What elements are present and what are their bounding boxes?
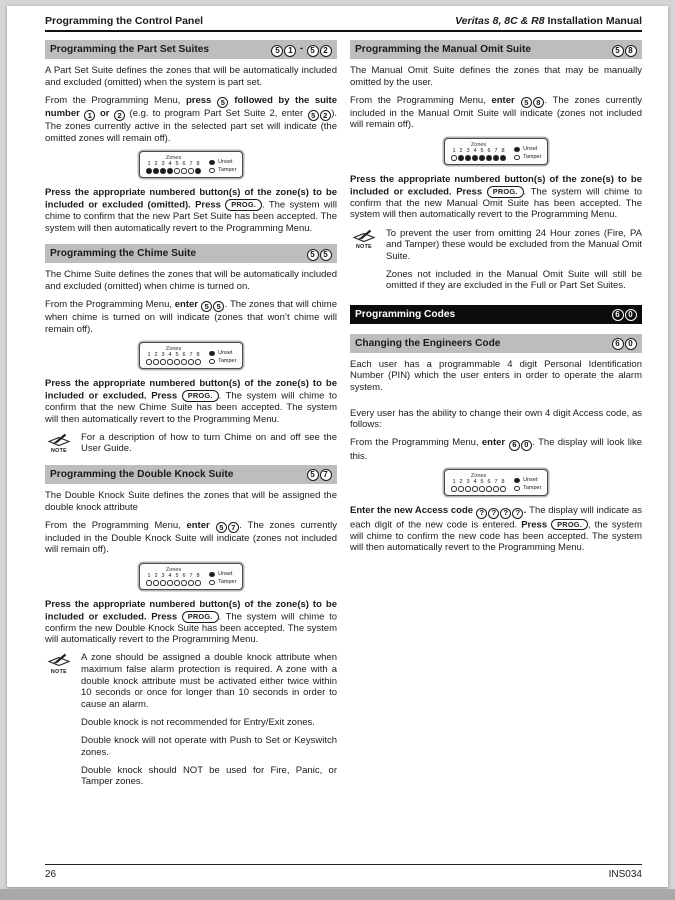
note-paragraph [386, 228, 642, 263]
header-manual-suffix: Installation Manual [544, 15, 642, 27]
zone-display-wrap [45, 342, 337, 370]
zone-number: 2 [154, 351, 158, 358]
note-label: NOTE [355, 244, 372, 251]
paragraph [350, 437, 642, 462]
unset-row [209, 160, 237, 166]
section-title: Changing the Engineers Code [355, 337, 501, 349]
text-run: Zones not included in the Manual Omit Suite will still be omitted if they are excluded in the Full or Part Set Suites. [386, 268, 642, 292]
text-run: A zone should be assigned a double knock attribute when maximum false alarm protection is required. A zone with a double knock attribute must be activated either twice within 10 seconds or once for longer than 10 seconds in order to cause an alarm. [81, 652, 337, 710]
note-icon-wrap [350, 228, 378, 292]
page-number: 26 [45, 869, 57, 880]
zone-number: 3 [161, 572, 165, 579]
text-run: The Manual Omit Suite defines the zones that may be manually omitted by the user. [350, 65, 642, 88]
text-run: . The zones currently included in the Double Knock Suite will indicate (zones not included will remain off). [45, 519, 337, 556]
paragraph [350, 359, 642, 394]
section-keys-badge [611, 43, 637, 57]
zone-numbers [146, 161, 202, 168]
section-header-bar [45, 244, 337, 263]
zone-led-3 [160, 168, 166, 174]
paragraph [45, 95, 337, 145]
zone-number: 7 [494, 147, 498, 154]
text-run: Press the appropriate numbered button(s) of the zone(s) to be included or excluded. Press [45, 599, 337, 623]
tamper-row [209, 168, 237, 174]
status-leds [209, 572, 237, 586]
zone-led-3 [160, 580, 166, 586]
text-run: . The zones currently included in the Manual Omit Suite will indicate (zones not included will remain off). [350, 94, 642, 131]
unset-led [209, 572, 215, 578]
paragraph [350, 95, 642, 131]
zone-led-8 [195, 359, 201, 365]
zone-number: 8 [501, 478, 505, 485]
zone-numbers [451, 148, 507, 155]
paragraph [45, 299, 337, 335]
key-circle: 2 [114, 110, 125, 121]
zone-number: 1 [147, 351, 151, 358]
text-run: enter [481, 437, 509, 449]
key-circle: 5 [320, 249, 332, 261]
zone-number: 8 [196, 572, 200, 579]
header-rule [45, 30, 642, 32]
zone-display-wrap [350, 138, 642, 166]
unset-row [209, 351, 237, 357]
footer-row [45, 869, 642, 880]
zone-leds [146, 580, 202, 586]
tamper-row [209, 580, 237, 586]
zone-display-wrap [350, 469, 642, 497]
zone-led-1 [146, 359, 152, 365]
note-paragraph [81, 432, 337, 455]
paragraph [45, 65, 337, 88]
text-run: ). The zones currently active in the selected part set will indicate (the omitted zones will remain off). [45, 107, 337, 144]
section-title: Programming the Part Set Suites [50, 43, 210, 55]
zone-led-4 [167, 359, 173, 365]
text-run: Press the appropriate numbered button(s) of the zone(s) to be included or excluded. Press [45, 378, 337, 402]
zone-led-2 [458, 486, 464, 492]
text-run: . The system will chime to confirm that the new Manual Omit Suite has been accepted. The system will then automatically revert to the Programming Menu. [350, 186, 642, 221]
tamper-label: Tamper [523, 153, 542, 160]
header-manual-name: Veritas 8, 8C & R8 [455, 15, 545, 27]
zone-led-2 [153, 168, 159, 174]
zone-display-wrap [45, 563, 337, 591]
zone-led-5 [174, 359, 180, 365]
zone-number: 7 [189, 160, 193, 167]
zone-numbers [146, 352, 202, 359]
key-circle: 0 [625, 309, 637, 321]
note-text [386, 228, 642, 292]
tamper-row [209, 359, 237, 365]
tamper-label: Tamper [523, 484, 542, 491]
note-icon [352, 229, 376, 243]
section-title: Programming the Manual Omit Suite [355, 43, 532, 55]
tamper-label: Tamper [218, 166, 237, 173]
zone-number: 3 [466, 478, 470, 485]
note-icon-wrap [45, 652, 73, 787]
text-run: followed by the suite number [45, 94, 337, 119]
paragraph [45, 490, 337, 513]
paragraph [350, 65, 642, 88]
key-circle: 2 [320, 45, 332, 57]
tamper-led [514, 155, 520, 161]
text-run: To prevent the user from omitting 24 Hour zones (Fire, PA and Tamper) these would be excluded from the Manual Omit Suite. [386, 227, 642, 262]
key-circle: ? [488, 508, 499, 519]
zones-label: Zones [165, 566, 182, 573]
zone-led-2 [153, 359, 159, 365]
note-icon-wrap [45, 432, 73, 455]
zone-led-7 [188, 359, 194, 365]
section-header-bar [350, 334, 642, 353]
key-circle: 0 [521, 440, 532, 451]
zone-led-6 [486, 486, 492, 492]
key-circle: 6 [612, 309, 624, 321]
zone-led-1 [451, 155, 457, 161]
content-columns [45, 40, 642, 795]
zone-number: 4 [473, 147, 477, 154]
text-run: Press [521, 519, 552, 531]
text-run: , the system will chime to confirm the new code has been accepted. The system will then automatically revert to the Programming Menu. [350, 519, 642, 554]
zone-led-6 [181, 359, 187, 365]
zone-led-8 [500, 486, 506, 492]
zone-led-4 [167, 168, 173, 174]
zone-number: 6 [182, 160, 186, 167]
note-paragraph [81, 717, 337, 729]
tamper-label: Tamper [218, 357, 237, 364]
section-header-bar [350, 40, 642, 59]
prog-key-button: PROG. [225, 199, 262, 211]
zone-led-columns [451, 142, 507, 161]
zone-led-3 [160, 359, 166, 365]
section-header-bar [45, 465, 337, 484]
paragraph [45, 269, 337, 292]
zone-number: 4 [168, 351, 172, 358]
status-leds [209, 351, 237, 365]
note-block [45, 652, 337, 787]
prog-key-button: PROG. [182, 390, 219, 402]
zone-leds [146, 359, 202, 365]
zone-display-wrap [45, 151, 337, 179]
text-run: enter [174, 298, 201, 310]
section-keys-badge [611, 336, 637, 350]
zone-number: 1 [452, 478, 456, 485]
zone-number: 3 [161, 160, 165, 167]
zone-number: 6 [487, 478, 491, 485]
footer-rule [45, 864, 642, 865]
zones-label: Zones [470, 472, 487, 479]
key-circle: 5 [271, 45, 283, 57]
prog-key-button: PROG. [551, 519, 588, 531]
zone-number: 5 [480, 478, 484, 485]
tamper-row [514, 486, 542, 492]
unset-row [514, 147, 542, 153]
text-run: enter [186, 519, 216, 531]
zone-number: 6 [182, 572, 186, 579]
status-leds [514, 478, 542, 492]
zone-led-7 [493, 155, 499, 161]
paragraph [350, 408, 642, 431]
zone-led-7 [188, 168, 194, 174]
note-block [350, 228, 642, 292]
note-paragraph [81, 765, 337, 788]
zone-number: 2 [154, 572, 158, 579]
page-footer [45, 864, 642, 880]
unset-row [209, 572, 237, 578]
unset-label: Unset [523, 476, 538, 483]
section-header-bar [350, 305, 642, 324]
page-bottom-shadow [0, 889, 675, 900]
zone-number: 6 [182, 351, 186, 358]
text-run: From the Programming Menu, [45, 94, 186, 106]
key-circle: 5 [307, 45, 319, 57]
text-run: The Chime Suite defines the zones that will be automatically included and excluded (omitted) when chime is turned on. [45, 269, 337, 292]
key-circle: 5 [217, 97, 228, 108]
header-section-title: Programming the Control Panel [45, 15, 204, 27]
key-circle: 1 [84, 110, 95, 121]
text-run: . The system will chime to confirm the new Double Knock Suite has been accepted. The system will automatically revert to the Programming Menu. [45, 611, 337, 646]
zone-led-1 [146, 580, 152, 586]
header-manual-title [455, 15, 642, 27]
tamper-row [514, 155, 542, 161]
text-run: From the Programming Menu, [45, 519, 187, 531]
zone-led-1 [146, 168, 152, 174]
key-circle: 6 [612, 338, 624, 350]
key-circle: 5 [612, 45, 624, 57]
section-keys-badge [306, 247, 332, 261]
zone-number: 8 [196, 160, 200, 167]
zone-number: 1 [452, 147, 456, 154]
section-title: Programming the Double Knock Suite [50, 468, 234, 480]
text-run: From the Programming Menu, [350, 94, 492, 106]
key-circle: ? [512, 508, 523, 519]
paragraph [45, 378, 337, 425]
key-circle: 7 [228, 522, 239, 533]
text-run: . [523, 505, 530, 517]
key-circle: 5 [308, 110, 319, 121]
prog-key-button: PROG. [487, 186, 524, 198]
key-circle: ? [500, 508, 511, 519]
zone-led-3 [465, 155, 471, 161]
zone-number: 2 [459, 147, 463, 154]
zone-leds [451, 155, 507, 161]
text-run: . The display will look like this. [350, 437, 642, 462]
note-paragraph [81, 735, 337, 758]
zone-number: 5 [480, 147, 484, 154]
zone-led-7 [493, 486, 499, 492]
note-text [81, 652, 337, 787]
zone-led-4 [167, 580, 173, 586]
zone-led-6 [181, 168, 187, 174]
key-circle: 8 [625, 45, 637, 57]
zone-led-5 [479, 155, 485, 161]
zone-number: 6 [487, 147, 491, 154]
manual-page [7, 6, 668, 887]
page-header [45, 15, 642, 27]
zone-led-3 [465, 486, 471, 492]
text-run: Double knock is not recommended for Entry/Exit zones. [81, 716, 315, 728]
zone-led-6 [486, 155, 492, 161]
zone-led-8 [195, 168, 201, 174]
zone-led-columns [146, 346, 202, 365]
text-run: The display will indicate as each digit of the new code is entered. [350, 505, 642, 531]
zones-label: Zones [165, 345, 182, 352]
key-circle: ? [476, 508, 487, 519]
text-run: For a description of how to turn Chime on and off see the User Guide. [81, 431, 337, 455]
unset-label: Unset [523, 145, 538, 152]
zone-led-4 [472, 486, 478, 492]
text-run: or [95, 107, 114, 119]
section-keys-badge [271, 43, 332, 57]
zone-number: 8 [501, 147, 505, 154]
tamper-led [209, 580, 215, 586]
zone-number: 3 [161, 351, 165, 358]
text-run: press [185, 94, 217, 106]
zone-led-display [139, 342, 244, 370]
paragraph [45, 599, 337, 646]
zone-led-columns [146, 567, 202, 586]
zone-led-7 [188, 580, 194, 586]
paragraph [45, 520, 337, 556]
zone-number: 7 [494, 478, 498, 485]
zone-led-6 [181, 580, 187, 586]
zone-led-display [139, 151, 244, 179]
paragraph [350, 174, 642, 221]
status-leds [514, 147, 542, 161]
unset-led [209, 160, 215, 166]
zone-led-8 [195, 580, 201, 586]
zone-number: 5 [175, 160, 179, 167]
zone-led-4 [472, 155, 478, 161]
zone-led-5 [479, 486, 485, 492]
paragraph [45, 187, 337, 234]
zone-number: 2 [154, 160, 158, 167]
key-circle: 2 [320, 110, 331, 121]
key-circle: 6 [509, 440, 520, 451]
zone-led-5 [174, 580, 180, 586]
text-run: . The system will chime to confirm that the new Part Set Suite has been accepted. The system will then automatically revert to the Programming Menu. [45, 199, 337, 234]
note-icon [47, 653, 71, 667]
text-run: A Part Set Suite defines the zones that will be automatically included and excluded (omitted) when the system is part set. [45, 65, 337, 88]
key-circle: 5 [216, 522, 227, 533]
note-icon [47, 433, 71, 447]
text-run: (e.g. to program Part Set Suite 2, enter [125, 107, 308, 119]
text-run: - [296, 42, 306, 54]
key-circle: 1 [284, 45, 296, 57]
text-run: Press the appropriate numbered button(s) of the zone(s) to be included or excluded (omitted). Press [45, 187, 337, 211]
text-run: Every user has the ability to change their own 4 digit Access code, as follows: [350, 407, 642, 431]
text-run: From the Programming Menu, [45, 298, 175, 310]
zone-number: 8 [196, 351, 200, 358]
zone-led-1 [451, 486, 457, 492]
zone-number: 2 [459, 478, 463, 485]
unset-label: Unset [218, 570, 233, 577]
section-title: Programming the Chime Suite [50, 247, 197, 259]
right-column [350, 40, 642, 795]
note-paragraph [81, 652, 337, 710]
zone-number: 7 [189, 351, 193, 358]
tamper-label: Tamper [218, 578, 237, 585]
zone-number: 5 [175, 351, 179, 358]
zone-led-columns [451, 473, 507, 492]
zone-led-5 [174, 168, 180, 174]
zone-led-display [444, 469, 549, 497]
zone-number: 5 [175, 572, 179, 579]
key-circle: 5 [307, 469, 319, 481]
note-text [81, 432, 337, 455]
zone-number: 1 [147, 572, 151, 579]
unset-label: Unset [218, 158, 233, 165]
zone-numbers [146, 573, 202, 580]
zone-led-8 [500, 155, 506, 161]
unset-led [514, 478, 520, 484]
zone-led-2 [153, 580, 159, 586]
unset-led [514, 147, 520, 153]
text-run: Enter the new Access code [350, 505, 476, 517]
zone-number: 4 [168, 160, 172, 167]
zone-leds [451, 486, 507, 492]
prog-key-button: PROG. [182, 611, 219, 623]
text-run: . The system will chime to confirm that the new Chime Suite has been accepted. The system will then automatically revert to the Programming Menu. [45, 390, 337, 425]
key-circle: 7 [320, 469, 332, 481]
doc-code: INS034 [608, 869, 642, 880]
tamper-led [514, 486, 520, 492]
zones-label: Zones [165, 154, 182, 161]
zone-number: 4 [168, 572, 172, 579]
left-column [45, 40, 337, 795]
zone-leds [146, 168, 202, 174]
key-circle: 8 [533, 97, 544, 108]
zone-number: 3 [466, 147, 470, 154]
key-circle: 5 [213, 301, 224, 312]
note-paragraph [386, 269, 642, 292]
section-header-bar [45, 40, 337, 59]
section-keys-badge [306, 467, 332, 481]
key-circle: 5 [201, 301, 212, 312]
zone-led-2 [458, 155, 464, 161]
text-run: From the Programming Menu, [350, 437, 482, 449]
zone-numbers [451, 479, 507, 486]
text-run: . The zones that will chime when chime is turned on will indicate (zones that won’t chime will remain off). [45, 298, 337, 335]
text-run: Double knock will not operate with Push to Set or Keyswitch zones. [81, 734, 337, 758]
key-circle: 5 [521, 97, 532, 108]
text-run: Double knock should NOT be used for Fire, Panic, or Tamper zones. [81, 764, 337, 788]
zone-led-display [444, 138, 549, 166]
text-run: The Double Knock Suite defines the zones that will be assigned the double knock attribute [45, 489, 337, 513]
tamper-led [209, 168, 215, 174]
paragraph [350, 505, 642, 553]
zone-number: 1 [147, 160, 151, 167]
text-run: Each user has a programmable 4 digit Personal Identification Number (PIN) which the user enters in order to operate the alarm system. [350, 358, 642, 394]
zones-label: Zones [470, 141, 487, 148]
text-run: Press the appropriate numbered button(s) of the zone(s) to be included or excluded. Press [350, 174, 642, 198]
key-circle: 0 [625, 338, 637, 350]
note-label: NOTE [50, 448, 67, 455]
section-keys-badge [611, 307, 637, 321]
key-circle: 5 [307, 249, 319, 261]
tamper-led [209, 359, 215, 365]
text-run: enter [491, 94, 521, 106]
zone-led-display [139, 563, 244, 591]
zone-number: 7 [189, 572, 193, 579]
unset-row [514, 478, 542, 484]
status-leds [209, 160, 237, 174]
note-block [45, 432, 337, 455]
unset-label: Unset [218, 349, 233, 356]
note-label: NOTE [50, 669, 67, 676]
zone-led-columns [146, 155, 202, 174]
zone-number: 4 [473, 478, 477, 485]
section-title: Programming Codes [355, 308, 456, 320]
unset-led [209, 351, 215, 357]
